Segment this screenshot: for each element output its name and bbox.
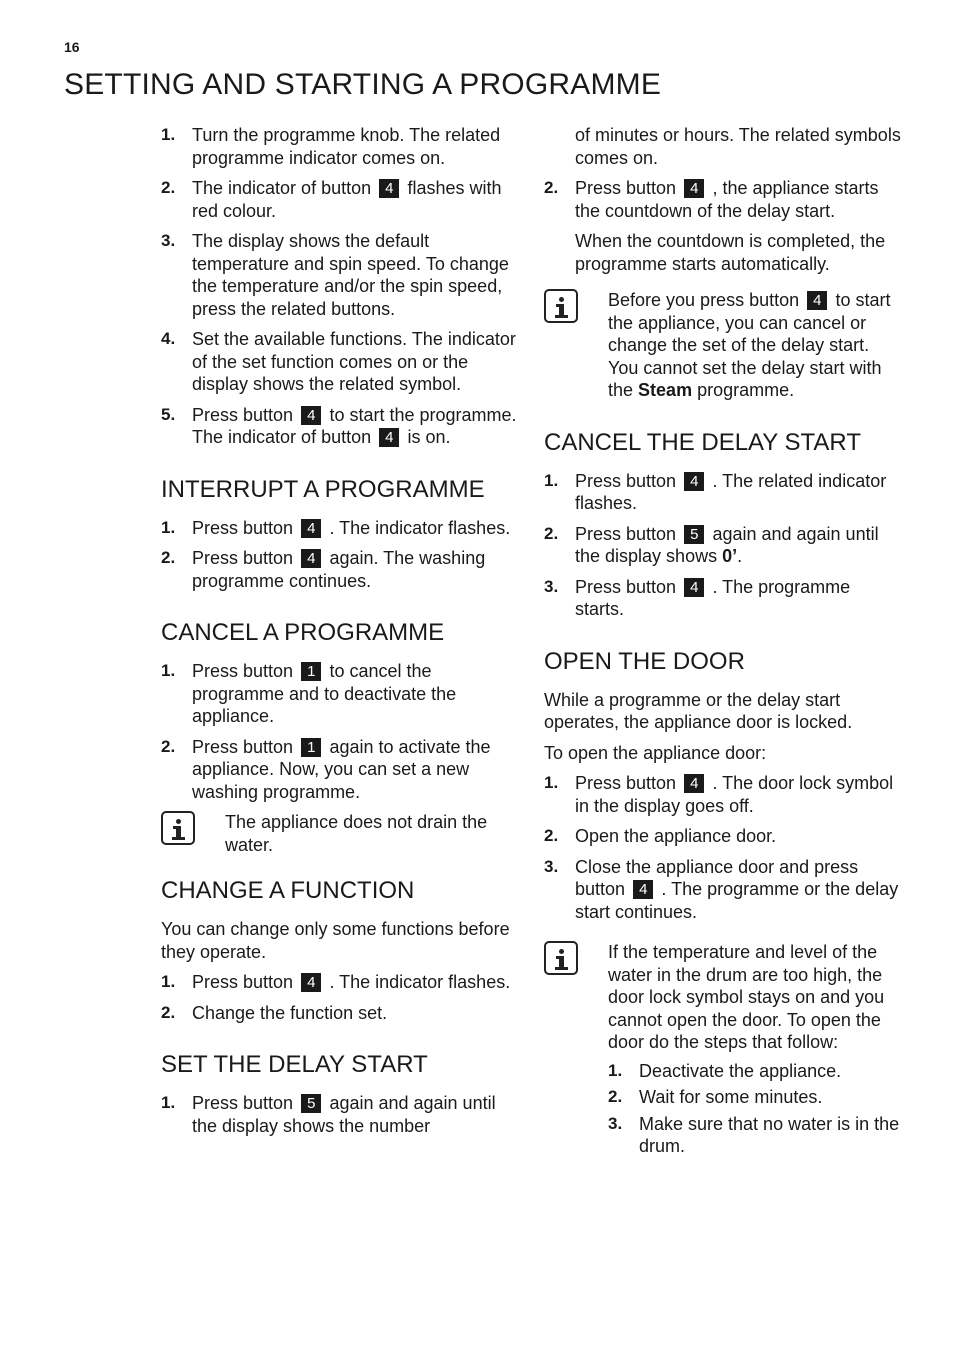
step-number: 2. xyxy=(544,523,559,543)
list-item xyxy=(544,177,904,222)
step-text: . xyxy=(737,546,743,566)
button-badge: 4 xyxy=(301,973,321,992)
step-number: 3. xyxy=(544,856,559,876)
button-badge: 1 xyxy=(301,662,321,681)
programme-name: Steam xyxy=(638,380,693,400)
list-item xyxy=(161,660,521,728)
note-steps-list xyxy=(608,1060,904,1158)
step-text: Set the available functions. The indicator of the set function comes on or the display shows the related symbol. xyxy=(192,329,516,394)
list-item xyxy=(161,736,521,804)
change-steps-list xyxy=(161,971,521,1024)
info-icon xyxy=(544,941,578,975)
step-number: 2. xyxy=(544,826,559,845)
step-text: Open the appliance door. xyxy=(575,826,777,846)
step-text: again to activate the appliance. Now, you can set a new washing programme. xyxy=(192,736,491,802)
step-text: to start the programme. The indicator of button xyxy=(192,404,517,447)
note-text-line2 xyxy=(608,357,904,402)
section-heading-change: CHANGE A FUNCTION xyxy=(161,877,415,904)
step-text: to cancel the programme and to deactivate the appliance. xyxy=(192,661,457,726)
button-badge: 4 xyxy=(379,428,399,447)
list-item xyxy=(544,576,904,621)
step-number: 3. xyxy=(544,576,559,596)
step-text: , the appliance starts the countdown of the delay start. xyxy=(575,178,879,221)
step-text: The display shows the default temperature and spin speed. To change the temperature and/or the spin speed, press the related buttons. xyxy=(192,231,509,319)
list-item xyxy=(544,470,904,515)
button-badge: 4 xyxy=(807,291,827,310)
list-item xyxy=(161,1092,521,1137)
list-item xyxy=(161,230,521,320)
step-text: Press button xyxy=(192,404,294,425)
step-text: Turn the programme knob. The related programme indicator comes on. xyxy=(192,125,501,168)
step-text: again. The washing programme continues. xyxy=(192,548,486,591)
button-badge: 5 xyxy=(684,525,704,544)
step-text: Press button xyxy=(192,661,294,681)
step-number: 1. xyxy=(161,661,176,680)
button-badge: 1 xyxy=(301,738,321,757)
step-text: Press button xyxy=(575,576,677,597)
button-badge: 5 xyxy=(301,1094,321,1113)
step-text: Press button xyxy=(192,517,294,538)
list-item xyxy=(161,404,521,449)
step-number: 2. xyxy=(161,1002,176,1022)
list-item xyxy=(544,523,904,568)
section-heading-open-door: OPEN THE DOOR xyxy=(544,647,745,675)
step-text: Press button xyxy=(192,548,294,568)
step-text: . The programme or the delay start continues. xyxy=(575,879,899,922)
delay-steps-list xyxy=(161,1092,521,1137)
step-text: . The indicator flashes. xyxy=(329,972,511,992)
list-item xyxy=(544,825,904,848)
button-badge: 4 xyxy=(633,880,653,899)
list-item xyxy=(161,1002,521,1025)
step-text: again and again until the display shows xyxy=(575,523,879,566)
step-text: . The related indicator flashes. xyxy=(575,470,887,513)
step-text: Press button xyxy=(192,736,294,757)
note-text: The appliance does not drain the water. xyxy=(225,812,488,855)
note-text-part: to start the appliance, you can cancel or change the set of the delay start. xyxy=(608,290,891,355)
step-text: Press button xyxy=(192,1093,294,1113)
button-badge: 4 xyxy=(379,179,399,198)
info-icon xyxy=(161,811,195,845)
paragraph: While a programme or the delay start operates, the appliance door is locked. xyxy=(544,689,853,732)
section-heading-cancel: CANCEL A PROGRAMME xyxy=(161,619,445,646)
paragraph: of minutes or hours. The related symbols comes on. xyxy=(575,125,901,168)
step-text: is on. xyxy=(407,427,451,447)
step-number: 1. xyxy=(161,972,176,991)
info-note xyxy=(544,941,904,1158)
list-item xyxy=(608,1113,904,1158)
step-text: again and again until the display shows the number xyxy=(192,1093,496,1136)
button-badge: 4 xyxy=(301,549,321,568)
step-number: 1. xyxy=(544,773,559,792)
step-number: 5. xyxy=(161,404,176,424)
step-text: The indicator of button xyxy=(192,178,372,198)
step-number: 4. xyxy=(161,329,176,348)
button-badge: 4 xyxy=(684,179,704,198)
section-heading-delay: SET THE DELAY START xyxy=(161,1051,428,1078)
step-text: . The programme starts. xyxy=(575,576,851,619)
step-number: 1. xyxy=(161,125,176,144)
step-text: Change the function set. xyxy=(192,1002,388,1023)
step-text: . The door lock symbol in the display goes off. xyxy=(575,773,894,816)
cancel-steps-list xyxy=(161,660,521,803)
list-item xyxy=(544,856,904,924)
list-item xyxy=(608,1086,904,1109)
list-item xyxy=(161,971,521,994)
page-title: SETTING AND STARTING A PROGRAMME xyxy=(64,68,662,101)
step-number: 3. xyxy=(161,231,176,250)
door-steps-list xyxy=(544,772,904,923)
list-item xyxy=(161,547,521,592)
note-text-part: programme. xyxy=(697,380,795,400)
step-number: 1. xyxy=(161,1093,176,1112)
list-item xyxy=(161,124,521,169)
step-number: 3. xyxy=(608,1113,623,1133)
step-number: 1. xyxy=(544,470,559,490)
step-text: Press button xyxy=(575,523,677,544)
step-text: Make sure that no water is in the drum. xyxy=(639,1113,900,1156)
note-text-part: Before you press button xyxy=(608,290,800,310)
note-text: If the temperature and level of the water in the drum are too high, the door lock symbol stays on and you cannot open the door. To open the door do the steps that follow: xyxy=(608,942,885,1052)
step-text: Wait for some minutes. xyxy=(639,1087,823,1107)
button-badge: 4 xyxy=(301,406,321,425)
list-item xyxy=(608,1060,904,1083)
start-steps-list xyxy=(161,124,521,449)
section-heading-interrupt: INTERRUPT A PROGRAMME xyxy=(161,475,485,503)
section-heading-cancel-delay: CANCEL THE DELAY START xyxy=(544,428,861,456)
step-text: Press button xyxy=(575,470,677,491)
step-number: 2. xyxy=(544,178,559,197)
right-column xyxy=(544,124,904,1170)
paragraph: To open the appliance door: xyxy=(544,742,767,763)
page-number: 16 xyxy=(64,39,80,55)
step-number: 2. xyxy=(161,548,176,567)
list-item xyxy=(161,328,521,396)
cancel-delay-steps-list xyxy=(544,470,904,621)
paragraph: When the countdown is completed, the programme starts automatically. xyxy=(575,231,886,274)
button-badge: 4 xyxy=(684,774,704,793)
interrupt-steps-list xyxy=(161,517,521,593)
info-note xyxy=(544,289,904,402)
note-text-part: You cannot set the delay start with the xyxy=(608,357,882,400)
step-number: 2. xyxy=(161,178,176,197)
button-badge: 4 xyxy=(301,519,321,538)
step-text: Close the appliance door and press button xyxy=(575,856,859,899)
step-text: Press button xyxy=(575,773,677,793)
paragraph: You can change only some functions before they operate. xyxy=(161,919,510,962)
button-badge: 4 xyxy=(684,472,704,491)
list-item xyxy=(161,177,521,222)
delay-steps-list-cont xyxy=(544,177,904,222)
info-icon xyxy=(544,289,578,323)
info-note xyxy=(161,811,521,856)
step-number: 2. xyxy=(608,1087,623,1106)
button-badge: 4 xyxy=(684,578,704,597)
list-item xyxy=(544,772,904,817)
step-number: 1. xyxy=(161,517,176,537)
step-text: Press button xyxy=(575,178,677,198)
left-column xyxy=(161,124,521,1145)
step-number: 1. xyxy=(608,1060,623,1080)
step-number: 2. xyxy=(161,736,176,756)
step-text: Deactivate the appliance. xyxy=(639,1060,842,1081)
note-text xyxy=(608,289,904,357)
step-text: flashes with red colour. xyxy=(192,178,502,221)
step-text: Press button xyxy=(192,972,294,992)
list-item xyxy=(161,517,521,540)
display-value: 0’ xyxy=(722,546,738,566)
step-text: . The indicator flashes. xyxy=(329,517,511,538)
